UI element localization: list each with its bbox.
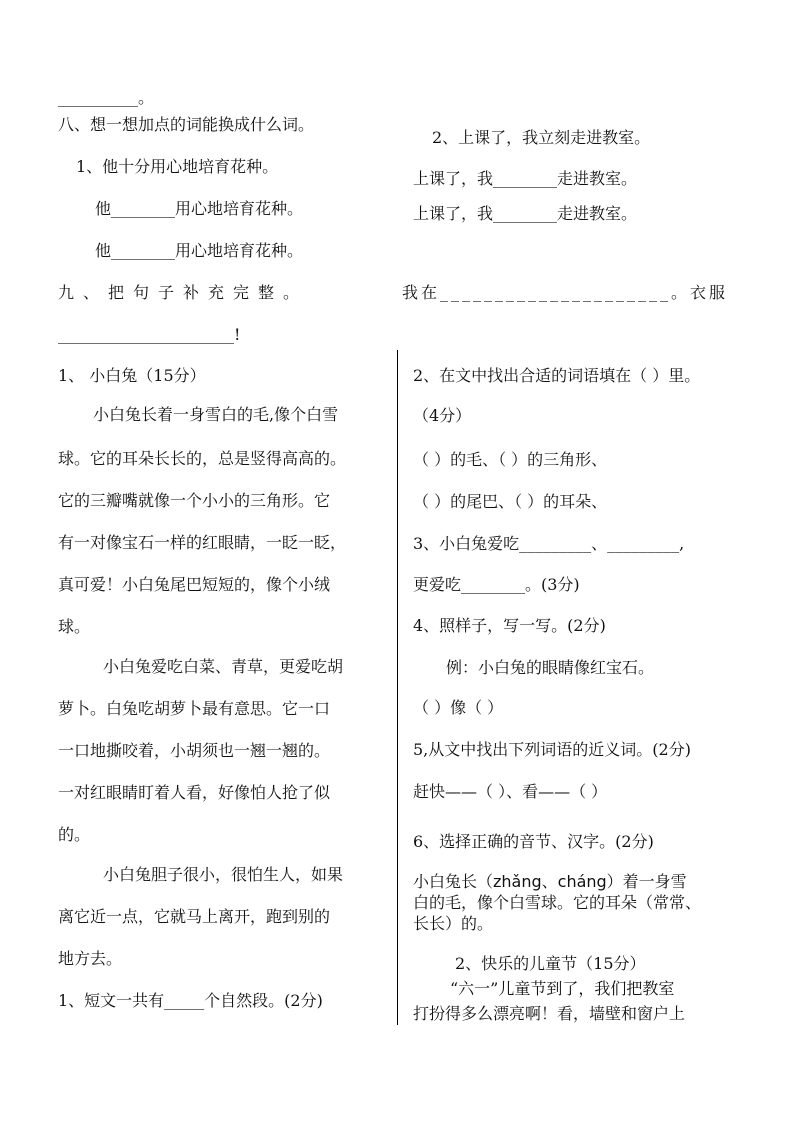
section-8-heading: 八、想一想加点的词能换成什么词。 <box>58 115 315 134</box>
passage-1-line: 它的三瓣嘴就像一个小小的三角形。它 <box>58 491 331 510</box>
section-9-line-2: ______________________! <box>58 325 241 344</box>
passage-2-line: 萝卜。白兔吃胡萝卜最有意思。它一口 <box>58 699 331 718</box>
passage-1-title: 1、 小白兔（15分） <box>58 366 206 385</box>
section-8-answer-1b: 他________用心地培育花种。 <box>95 241 304 260</box>
passage-3-line: 地方去。 <box>58 949 123 968</box>
question-2-score: （4分） <box>413 406 472 425</box>
question-6-line-1: 小白兔长（zhǎng、cháng）着一身雪 <box>413 872 687 891</box>
question-5-line: 赶快——（ ）、看——（ ） <box>413 782 608 801</box>
question-6-line-2: 白的毛，像个白雪球。它的耳朵（常常、 <box>413 893 702 912</box>
question-3: 3、小白兔爱吃_________、_________, <box>413 534 685 553</box>
question-2: 2、在文中找出合适的词语填在（ ）里。 <box>413 366 701 385</box>
section-8-answer-2b: 上课了，我________走进教室。 <box>413 204 638 223</box>
section-9-heading: 九、把句子补充完整。 <box>58 283 309 302</box>
passage-2-line: 一口地撕咬着，小胡须也一翘一翘的。 <box>58 741 331 760</box>
passage-1-line: 真可爱！小白兔尾巴短短的，像个小绒 <box>58 575 331 594</box>
section-8-question-2: 2、上课了，我立刻走进教室。 <box>432 128 651 147</box>
passage-3-line: 小白兔胆子很小，很怕生人，如果 <box>103 865 344 884</box>
section-8-answer-2a: 上课了，我________走进教室。 <box>413 169 638 188</box>
section-8-question-1: 1、他十分用心地培育花种。 <box>76 157 279 176</box>
passage-3-line: 离它近一点，它就马上离开，跑到别的 <box>58 907 331 926</box>
question-6-line-3: 长长）的。 <box>413 914 494 933</box>
passage-2-line: 小白兔爱吃白菜、青草，更爱吃胡 <box>103 657 344 676</box>
answer-line: __________。 <box>58 88 155 107</box>
passage-2-text: “六一”儿童节到了，我们把教室 <box>450 979 675 998</box>
question-2-blanks-2: （ ）的尾巴、（ ）的耳朵、 <box>413 492 608 511</box>
passage-2-title: 2、快乐的儿童节（15分） <box>455 954 646 973</box>
question-5: 5,从文中找出下列词语的近义词。(2分) <box>413 740 691 759</box>
passage-1-line: 球。它的耳朵长长的，总是竖得高高的。 <box>58 449 347 468</box>
section-9-sentence: 我在_____________________。衣服 <box>402 283 729 302</box>
section-8-answer-1a: 他________用心地培育花种。 <box>95 199 304 218</box>
question-4-example: 例：小白兔的眼睛像红宝石。 <box>446 658 655 677</box>
column-divider <box>397 350 398 1025</box>
question-3-line-2: 更爱吃________。(3分) <box>413 575 580 594</box>
question-4: 4、照样子，写一写。(2分) <box>413 616 606 635</box>
question-2-blanks-1: （ ）的毛、（ ）的三角形、 <box>413 450 608 469</box>
passage-1-line: 有一对像宝石一样的红眼睛，一眨一眨， <box>58 533 347 552</box>
question-1: 1、短文一共有_____个自然段。(2分) <box>58 991 323 1010</box>
passage-2-line: 一对红眼睛盯着人看，好像怕人抢了似 <box>58 783 331 802</box>
passage-2-line: 的。 <box>58 825 91 844</box>
passage-1-line: 球。 <box>58 617 91 636</box>
question-6: 6、选择正确的音节、汉字。(2分) <box>413 832 654 851</box>
passage-2-text: 打扮得多么漂亮啊！看，墙壁和窗户上 <box>413 1004 686 1023</box>
question-4-blank: （ ）像（ ） <box>413 698 504 717</box>
passage-1-line: 小白兔长着一身雪白的毛,像个白雪 <box>93 405 339 424</box>
